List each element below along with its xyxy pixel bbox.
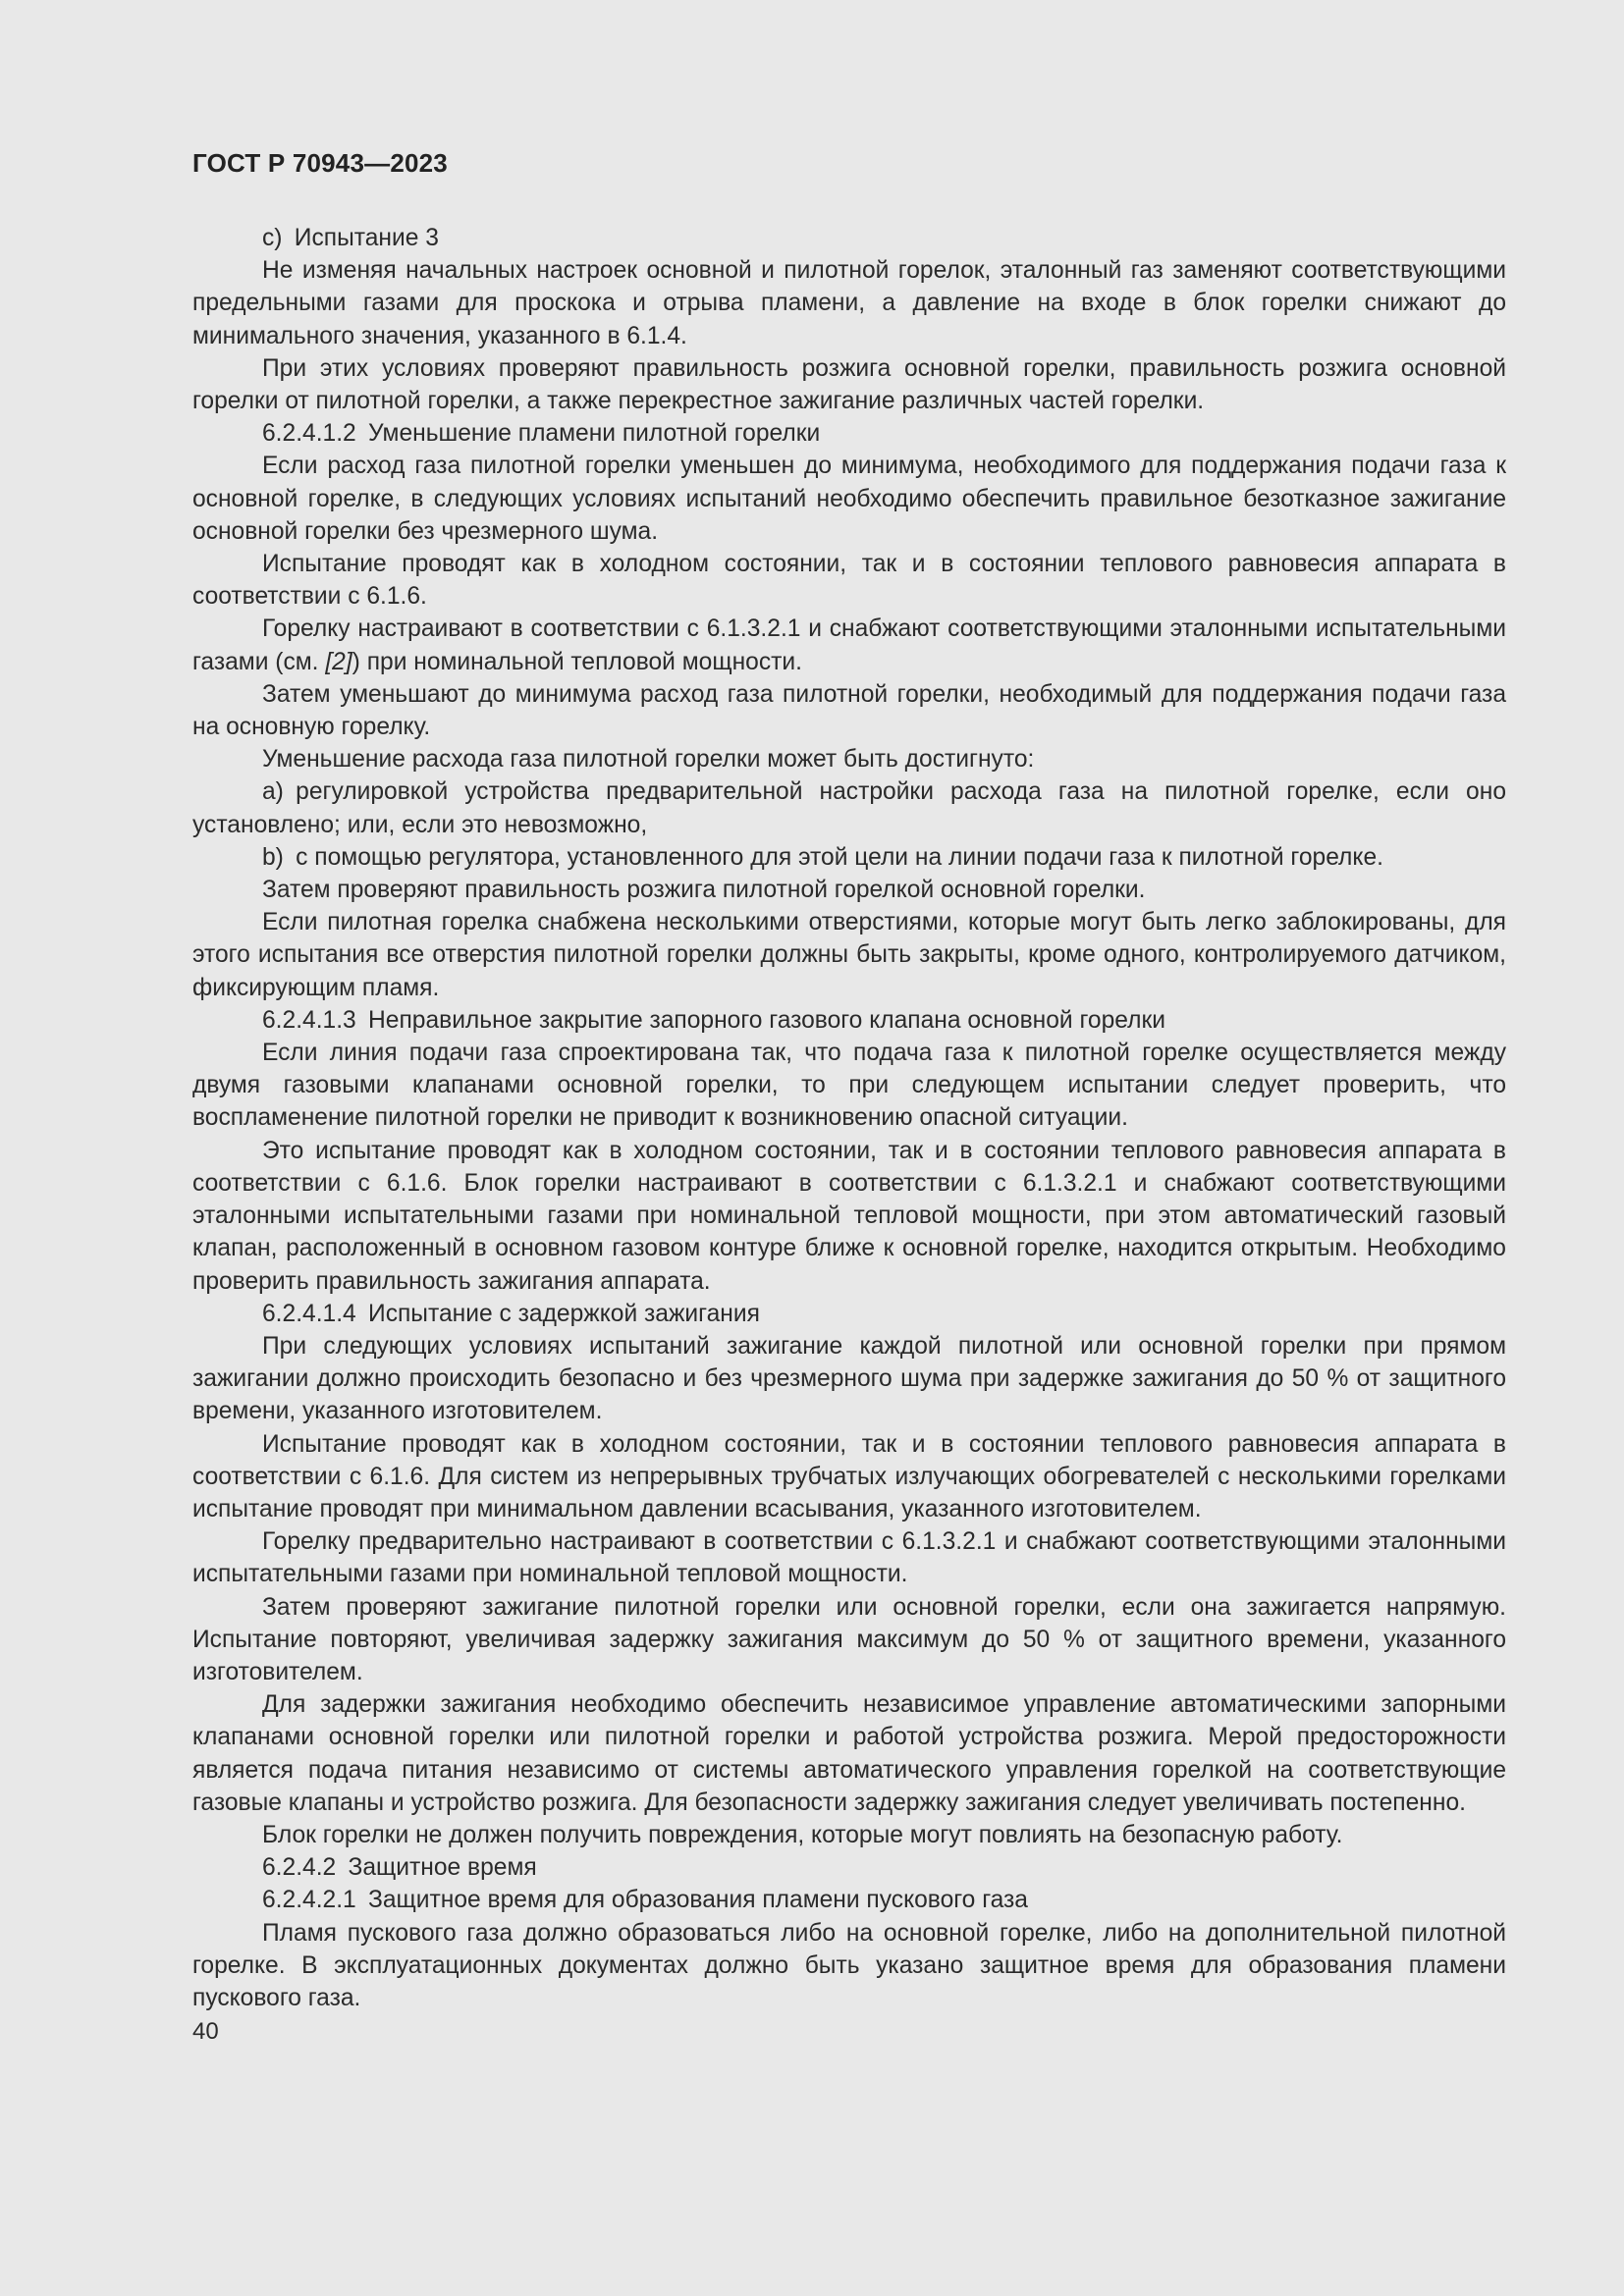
paragraph: Затем проверяют зажигание пилотной горелки или основной горелки, если она зажигается напрямую. Испытание повторяют, увеличивая задержку зажигания максимум до 50 % от защитного времени, указанного изготовителем. [192,1593,1506,1685]
paragraph: Затем проверяют правильность розжига пилотной горелкой основной горелки. [262,877,1146,904]
page-number: 40 [192,2018,219,2046]
document-body [192,222,1506,2014]
paragraph: Испытание проводят как в холодном состоянии, так и в состоянии теплового равновесия аппарата в соответствии с 6.1.6. [192,551,1506,611]
paragraph: Пламя пускового газа должно образоваться либо на основной горелке, либо на дополнительной пилотной горелке. В эксплуатационных документах должно быть указано защитное время для образования пламени пускового газа. [192,1919,1506,2011]
paragraph: Не изменяя начальных настроек основной и пилотной горелок, эталонный газ заменяют соответствующими предельными газами для проскока и отрыва пламени, а давление на входе в блок горелки снижают до минимального значения, указанного в 6.1.4. [192,257,1506,349]
section-heading-6-2-4-2-1: 6.2.4.2.1 Защитное время для образования пламени пускового газа [262,1887,1028,1914]
paragraph: При следующих условиях испытаний зажигание каждой пилотной или основной горелки при прямом зажигании должно происходить безопасно и без чрезмерного шума при задержке зажигания до 50 % от защитного времени, указанного изготовителем. [192,1332,1506,1425]
paragraph-text: ) при номинальной тепловой мощности. [352,648,802,675]
list-item-a: а) регулировкой устройства предварительной настройки расхода газа на пилотной горелке, если оно установлено; или, если это невозможно, [192,778,1506,838]
paragraph: Затем уменьшают до минимума расход газа пилотной горелки, необходимый для поддержания подачи газа на основную горелку. [192,680,1506,741]
paragraph: При этих условиях проверяют правильность розжига основной горелки, правильность розжига основной горелки от пилотной горелки, а также перекрестное зажигание различных частей горелки. [192,354,1506,415]
paragraph: Испытание проводят как в холодном состоянии, так и в состоянии теплового равновесия аппарата в соответствии с 6.1.6. Для систем из непрерывных трубчатых излучающих обогревателей с несколькими горелками испытание проводят при минимальном давлении всасывания, указанного изготовителем. [192,1430,1506,1522]
section-heading-6-2-4-1-3: 6.2.4.1.3 Неправильное закрытие запорного газового клапана основной горелки [262,1006,1165,1034]
paragraph: Если расход газа пилотной горелки уменьшен до минимума, необходимого для поддержания подачи газа к основной горелке, в следующих условиях испытаний необходимо обеспечить правильное безотказное зажигание основной горелки без чрезмерного шума. [192,453,1506,545]
paragraph: Блок горелки не должен получить повреждения, которые могут повлиять на безопасную работу. [262,1821,1343,1848]
bibliography-reference: [2] [325,648,352,675]
document-header: ГОСТ Р 70943—2023 [192,148,448,178]
paragraph: Горелку предварительно настраивают в соответствии с 6.1.3.2.1 и снабжают соответствующими эталонными испытательными газами при номинальной тепловой мощности. [192,1528,1506,1588]
section-heading-6-2-4-1-2: 6.2.4.1.2 Уменьшение пламени пилотной горелки [262,420,821,448]
section-heading-6-2-4-1-4: 6.2.4.1.4 Испытание с задержкой зажигания [262,1300,760,1327]
paragraph: Если пилотная горелка снабжена несколькими отверстиями, которые могут быть легко заблокированы, для этого испытания все отверстия пилотной горелки должны быть закрыты, кроме одного, контролируемого датчиком, фиксирующим пламя. [192,909,1506,1001]
section-heading-6-2-4-2: 6.2.4.2 Защитное время [262,1854,537,1882]
list-item-b: b) с помощью регулятора, установленного для этой цели на линии подачи газа к пилотной горелке. [262,843,1383,871]
paragraph: Для задержки зажигания необходимо обеспечить независимое управление автоматическими запорными клапанами основной горелки или пилотной горелки и работой устройства розжига. Мерой предосторожности является подача питания независимо от системы автоматического управления горелкой на соответствующие газовые клапаны и устройство розжига. Для безопасности задержку зажигания следует увеличивать постепенно. [192,1691,1506,1816]
paragraph: Если линия подачи газа спроектирована так, что подача газа к пилотной горелке осуществляется между двумя газовыми клапанами основной горелки, то при следующем испытании следует проверить, что воспламенение пилотной горелки не приводит к возникновению опасной ситуации. [192,1040,1506,1132]
paragraph-text: Горелку настраивают в соответствии с 6.1.3.2.1 и снабжают соответствующими эталонными испытательными газами (см. [192,615,1506,675]
list-item-c: с) Испытание 3 [262,225,439,251]
paragraph: Это испытание проводят как в холодном состоянии, так и в состоянии теплового равновесия аппарата в соответствии с 6.1.6. Блок горелки настраивают в соответствии с 6.1.3.2.1 и снабжают соответствующими эталонными испытательными газами при номинальной тепловой мощности, при этом автоматический газовый клапан, расположенный в основном газовом контуре ближе к основной горелке, находится открытым. Необходимо проверить правильность зажигания аппарата. [192,1137,1506,1295]
paragraph [192,613,1506,677]
paragraph: Уменьшение расхода газа пилотной горелки может быть достигнуто: [262,746,1035,774]
